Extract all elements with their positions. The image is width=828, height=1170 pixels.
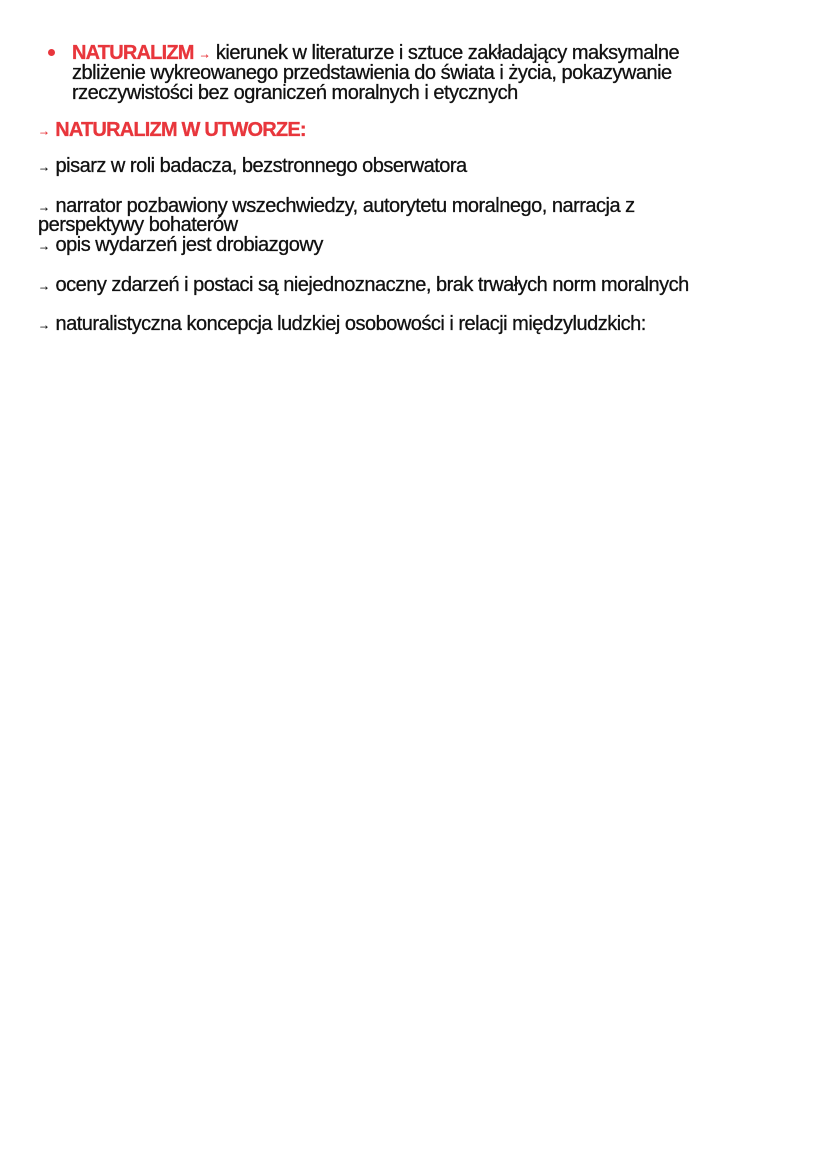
arrow-icon: → [38, 278, 50, 293]
list-item [38, 275, 689, 296]
arrow-icon: → [38, 123, 50, 138]
list-item-text: naturalistyczna koncepcja ludzkiej osobowości i relacji międzyludzkich: [55, 313, 646, 335]
list-item-text: oceny zdarzeń i postaci są niejednoznaczne, brak trwałych norm moralnych [55, 274, 689, 296]
section-heading [38, 120, 306, 141]
list-item-text: pisarz w roli badacza, bezstronnego obserwatora [55, 155, 467, 177]
arrow-icon: → [38, 199, 50, 214]
list-item-continuation: perspektywy bohaterów [38, 214, 238, 236]
definition-line-3: rzeczywistości bez ograniczeń moralnych i etycznych [72, 82, 518, 104]
arrow-icon: → [38, 238, 50, 253]
list-item-text: opis wydarzeń jest drobiazgowy [55, 234, 323, 256]
list-item [38, 314, 646, 335]
bullet-icon [48, 49, 55, 56]
arrow-icon: → [38, 317, 50, 332]
definition-text: kierunek w literaturze i sztuce zakładający maksymalne [215, 42, 680, 64]
list-item-text: narrator pozbawiony wszechwiedzy, autorytetu moralnego, narracja z [55, 195, 635, 217]
definition-line-2: zbliżenie wykreowanego przedstawienia do świata i życia, pokazywanie [72, 62, 672, 84]
arrow-icon: → [38, 159, 50, 174]
section-heading-text: NATURALIZM W UTWORZE: [55, 119, 306, 141]
list-item [38, 156, 467, 177]
definition-term: NATURALIZM [72, 42, 194, 64]
arrow-icon: → [198, 46, 210, 61]
list-item [38, 235, 323, 256]
definition-line-1 [72, 43, 679, 64]
